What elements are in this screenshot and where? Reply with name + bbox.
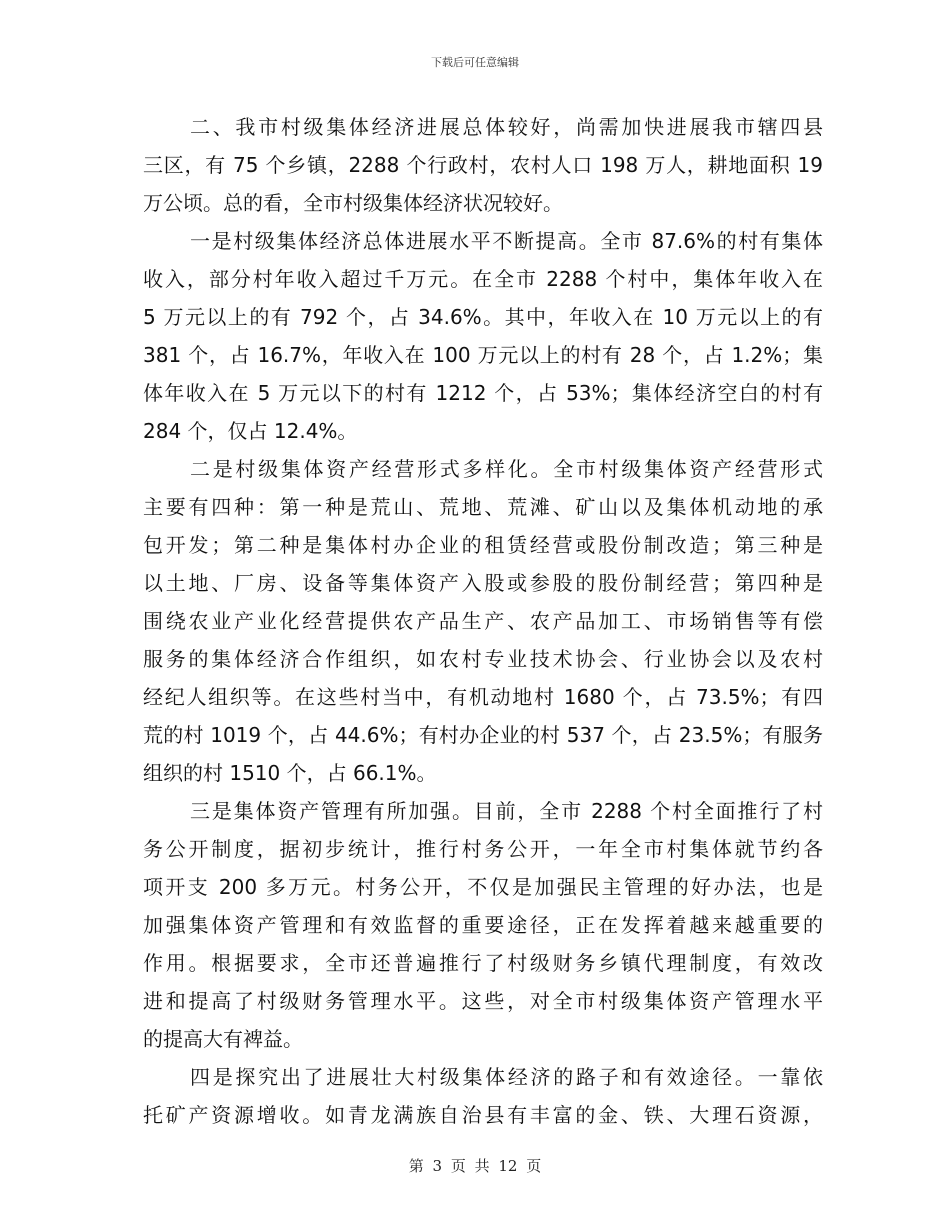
text-line: 进和提高了村级财务管理水平。这些，对全市村级集体资产管理水平 bbox=[143, 989, 823, 1013]
text-line: 284 个，仅占 12.4%。 bbox=[143, 419, 358, 443]
text-line: 二、我市村级集体经济进展总体较好，尚需加快进展我市辖四县 bbox=[190, 115, 823, 139]
text-line: 四是探究出了进展壮大村级集体经济的路子和有效途径。一靠依 bbox=[190, 1065, 823, 1089]
text-line: 收入，部分村年收入超过千万元。在全市 2288 个村中，集体年收入在 bbox=[143, 267, 823, 291]
text-line: 经纪人组织等。在这些村当中，有机动地村 1680 个，占 73.5%；有四 bbox=[143, 685, 823, 709]
text-line: 作用。根据要求，全市还普遍推行了村级财务乡镇代理制度，有效改 bbox=[143, 951, 823, 975]
text-line: 托矿产资源增收。如青龙满族自治县有丰富的金、铁、大理石资源， bbox=[143, 1103, 823, 1127]
text-line: 组织的村 1510 个，占 66.1%。 bbox=[143, 761, 437, 785]
text-line: 5 万元以上的有 792 个，占 34.6%。其中，年收入在 10 万元以上的有 bbox=[143, 305, 823, 329]
page-footer: 第 3 页 共 12 页 bbox=[408, 1157, 542, 1175]
text-line: 体年收入在 5 万元以下的村有 1212 个，占 53%；集体经济空白的村有 bbox=[143, 381, 823, 405]
text-line: 加强集体资产管理和有效监督的重要途径，正在发挥着越来越重要的 bbox=[143, 913, 823, 937]
text-line: 项开支 200 多万元。村务公开，不仅是加强民主管理的好办法，也是 bbox=[143, 875, 823, 899]
text-line: 以土地、厂房、设备等集体资产入股或参股的股份制经营；第四种是 bbox=[143, 571, 823, 595]
text-line: 一是村级集体经济总体进展水平不断提高。全市 87.6%的村有集体 bbox=[190, 229, 823, 253]
text-line: 包开发；第二种是集体村办企业的租赁经营或股份制改造；第三种是 bbox=[143, 533, 823, 557]
text-line: 381 个，占 16.7%，年收入在 100 万元以上的村有 28 个，占 1.2%；集 bbox=[143, 343, 823, 367]
text-line: 主要有四种：第一种是荒山、荒地、荒滩、矿山以及集体机动地的承 bbox=[143, 495, 823, 519]
text-line: 荒的村 1019 个，占 44.6%；有村办企业的村 537 个，占 23.5%；有服务 bbox=[143, 723, 823, 747]
page-header: 下载后可任意编辑 bbox=[431, 56, 519, 69]
text-line: 三是集体资产管理有所加强。目前，全市 2288 个村全面推行了村 bbox=[190, 799, 823, 823]
text-line: 二是村级集体资产经营形式多样化。全市村级集体资产经营形式 bbox=[190, 457, 823, 481]
text-line: 万公顷。总的看，全市村级集体经济状况较好。 bbox=[143, 191, 563, 215]
text-line: 围绕农业产业化经营提供农产品生产、农产品加工、市场销售等有偿 bbox=[143, 609, 823, 633]
text-line: 的提高大有裨益。 bbox=[143, 1027, 303, 1051]
text-line: 三区，有 75 个乡镇，2288 个行政村，农村人口 198 万人，耕地面积 19 bbox=[143, 153, 823, 177]
text-line: 务公开制度，据初步统计，推行村务公开，一年全市村集体就节约各 bbox=[143, 837, 823, 861]
text-line: 服务的集体经济合作组织，如农村专业技术协会、行业协会以及农村 bbox=[143, 647, 823, 671]
